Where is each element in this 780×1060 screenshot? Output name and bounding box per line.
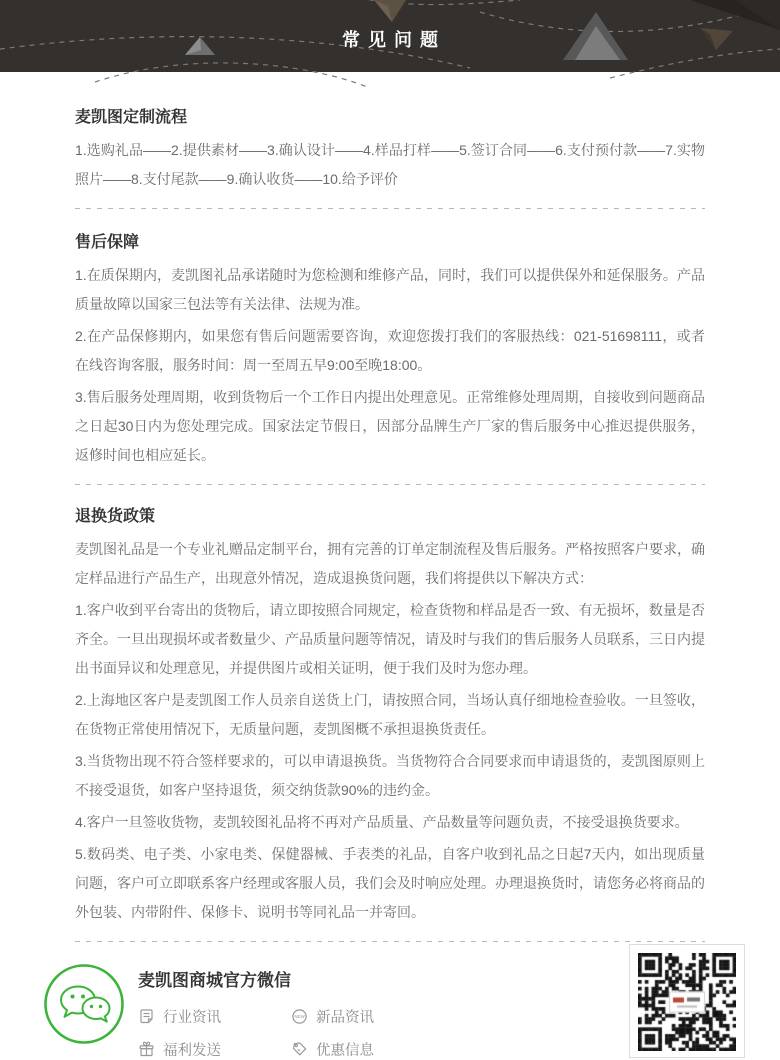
gift-icon [138,1041,155,1058]
page-title: 常见问题 [342,30,446,50]
news-icon [138,1008,155,1025]
policy-paragraph: 1.在质保期内，麦凯图礼品承诺随时为您检测和维修产品，同时，我们可以提供保外和延保服务。产品质量故障以国家三包法等有关法律、法规为准。 [75,267,705,312]
dashed-arc-decoration [610,48,780,78]
wechat-item-benefits [138,1039,221,1060]
new-badge-icon [291,1008,308,1025]
policy-paragraph: 4.客户一旦签收货物，麦凯较图礼品将不再对产品质量、产品数量等问题负责，不接受退换货要求。 [75,814,689,830]
svg-text:NEW: NEW [294,1014,305,1020]
policy-intro: 麦凯图礼品是一个专业礼赠品定制平台，拥有完善的订单定制流程及售后服务。严格按照客户要求，确定样品进行产品生产，出现意外情况，造成退换货问题，我们将提供以下解决方式： [75,541,705,586]
policy-paragraph: 5.数码类、电子类、小家电类、保健器械、手表类的礼品，自客户收到礼品之日起7天内，如出现质量问题，客户可立即联系客户经理或客服人员，我们会及时响应处理。办理退换货时，请您务必将商品的外包装、内带附件、保修卡、说明书等同礼品一并寄回。 [75,846,705,920]
dashed-arc-decoration [330,0,520,5]
wechat-feature-grid [138,1006,374,1060]
wechat-info [138,960,374,1060]
wechat-item-new-products [291,1006,374,1027]
policy-paragraph: 3.售后服务处理周期，收到货物后一个工作日内提出处理意见。正常维修处理周期，自接收到问题商品之日起30日内为您处理完成。国家法定节假日，因部分品牌生产厂家的售后服务中心推迟提供服务，返修时间也相应延长。 [75,389,705,463]
page-header [0,0,780,72]
policy-paragraph: 2.在产品保修期内，如果您有售后问题需要咨询，欢迎您拨打我们的客服热线：021-51698111，或者在线咨询客服，服务时间：周一至周五早9:00至晚18:00。 [75,328,705,373]
qr-code-canvas [638,953,736,1051]
policy-paragraph: 1.客户收到平台寄出的货物后，请立即按照合同规定，检查货物和样品是否一致、有无损坏，数量是否齐全。一旦出现损坏或者数量少、产品质量问题等情况，请及时与我们的售后服务人员联系，三日内提出书面异议和处理意见，并提供图片或相关证明，便于我们及时为您办理。 [75,602,705,676]
wechat-title: 麦凯图商城官方微信 [138,971,291,990]
wechat-item-label: 行业资讯 [163,1010,221,1026]
section-heading: 售后保障 [75,234,140,251]
policy-paragraph: 3.当货物出现不符合签样要求的，可以申请退换货。当货物符合合同要求而申请退货的，麦凯图原则上不接受退货，如客户坚持退货，须交纳货款90%的违约金。 [75,753,705,798]
dashed-divider [75,208,705,209]
section-after-sales [75,233,705,470]
section-custom-process [75,108,705,194]
wechat-item-label: 福利发送 [163,1043,221,1059]
coupon-icon [291,1041,308,1058]
dashed-divider [75,484,705,485]
process-steps-text: 1.选购礼品——2.提供素材——3.确认设计——4.样品打样——5.签订合同——6.支付预付款——7.实物照片——8.支付尾款——9.确认收货——10.给予评价 [75,142,705,187]
page-content [0,108,780,942]
wechat-item-label: 优惠信息 [316,1043,374,1059]
dashed-divider [75,941,705,942]
wechat-footer [0,960,780,1060]
wechat-item-promotions [291,1039,374,1060]
section-heading: 退换货政策 [75,508,156,525]
wechat-item-label: 新品资讯 [316,1010,374,1026]
dashed-arc-decoration [95,63,370,88]
section-heading: 麦凯图定制流程 [75,109,188,126]
section-return-policy [75,507,705,927]
qr-code [629,944,745,1058]
wechat-logo-icon [42,962,126,1046]
policy-paragraph: 2.上海地区客户是麦凯图工作人员亲自送货上门，请按照合同，当场认真仔细地检查验收。一旦签收，在货物正常使用情况下，无质量问题，麦凯图概不承担退换货责任。 [75,692,705,737]
wechat-item-industry-news [138,1006,221,1027]
